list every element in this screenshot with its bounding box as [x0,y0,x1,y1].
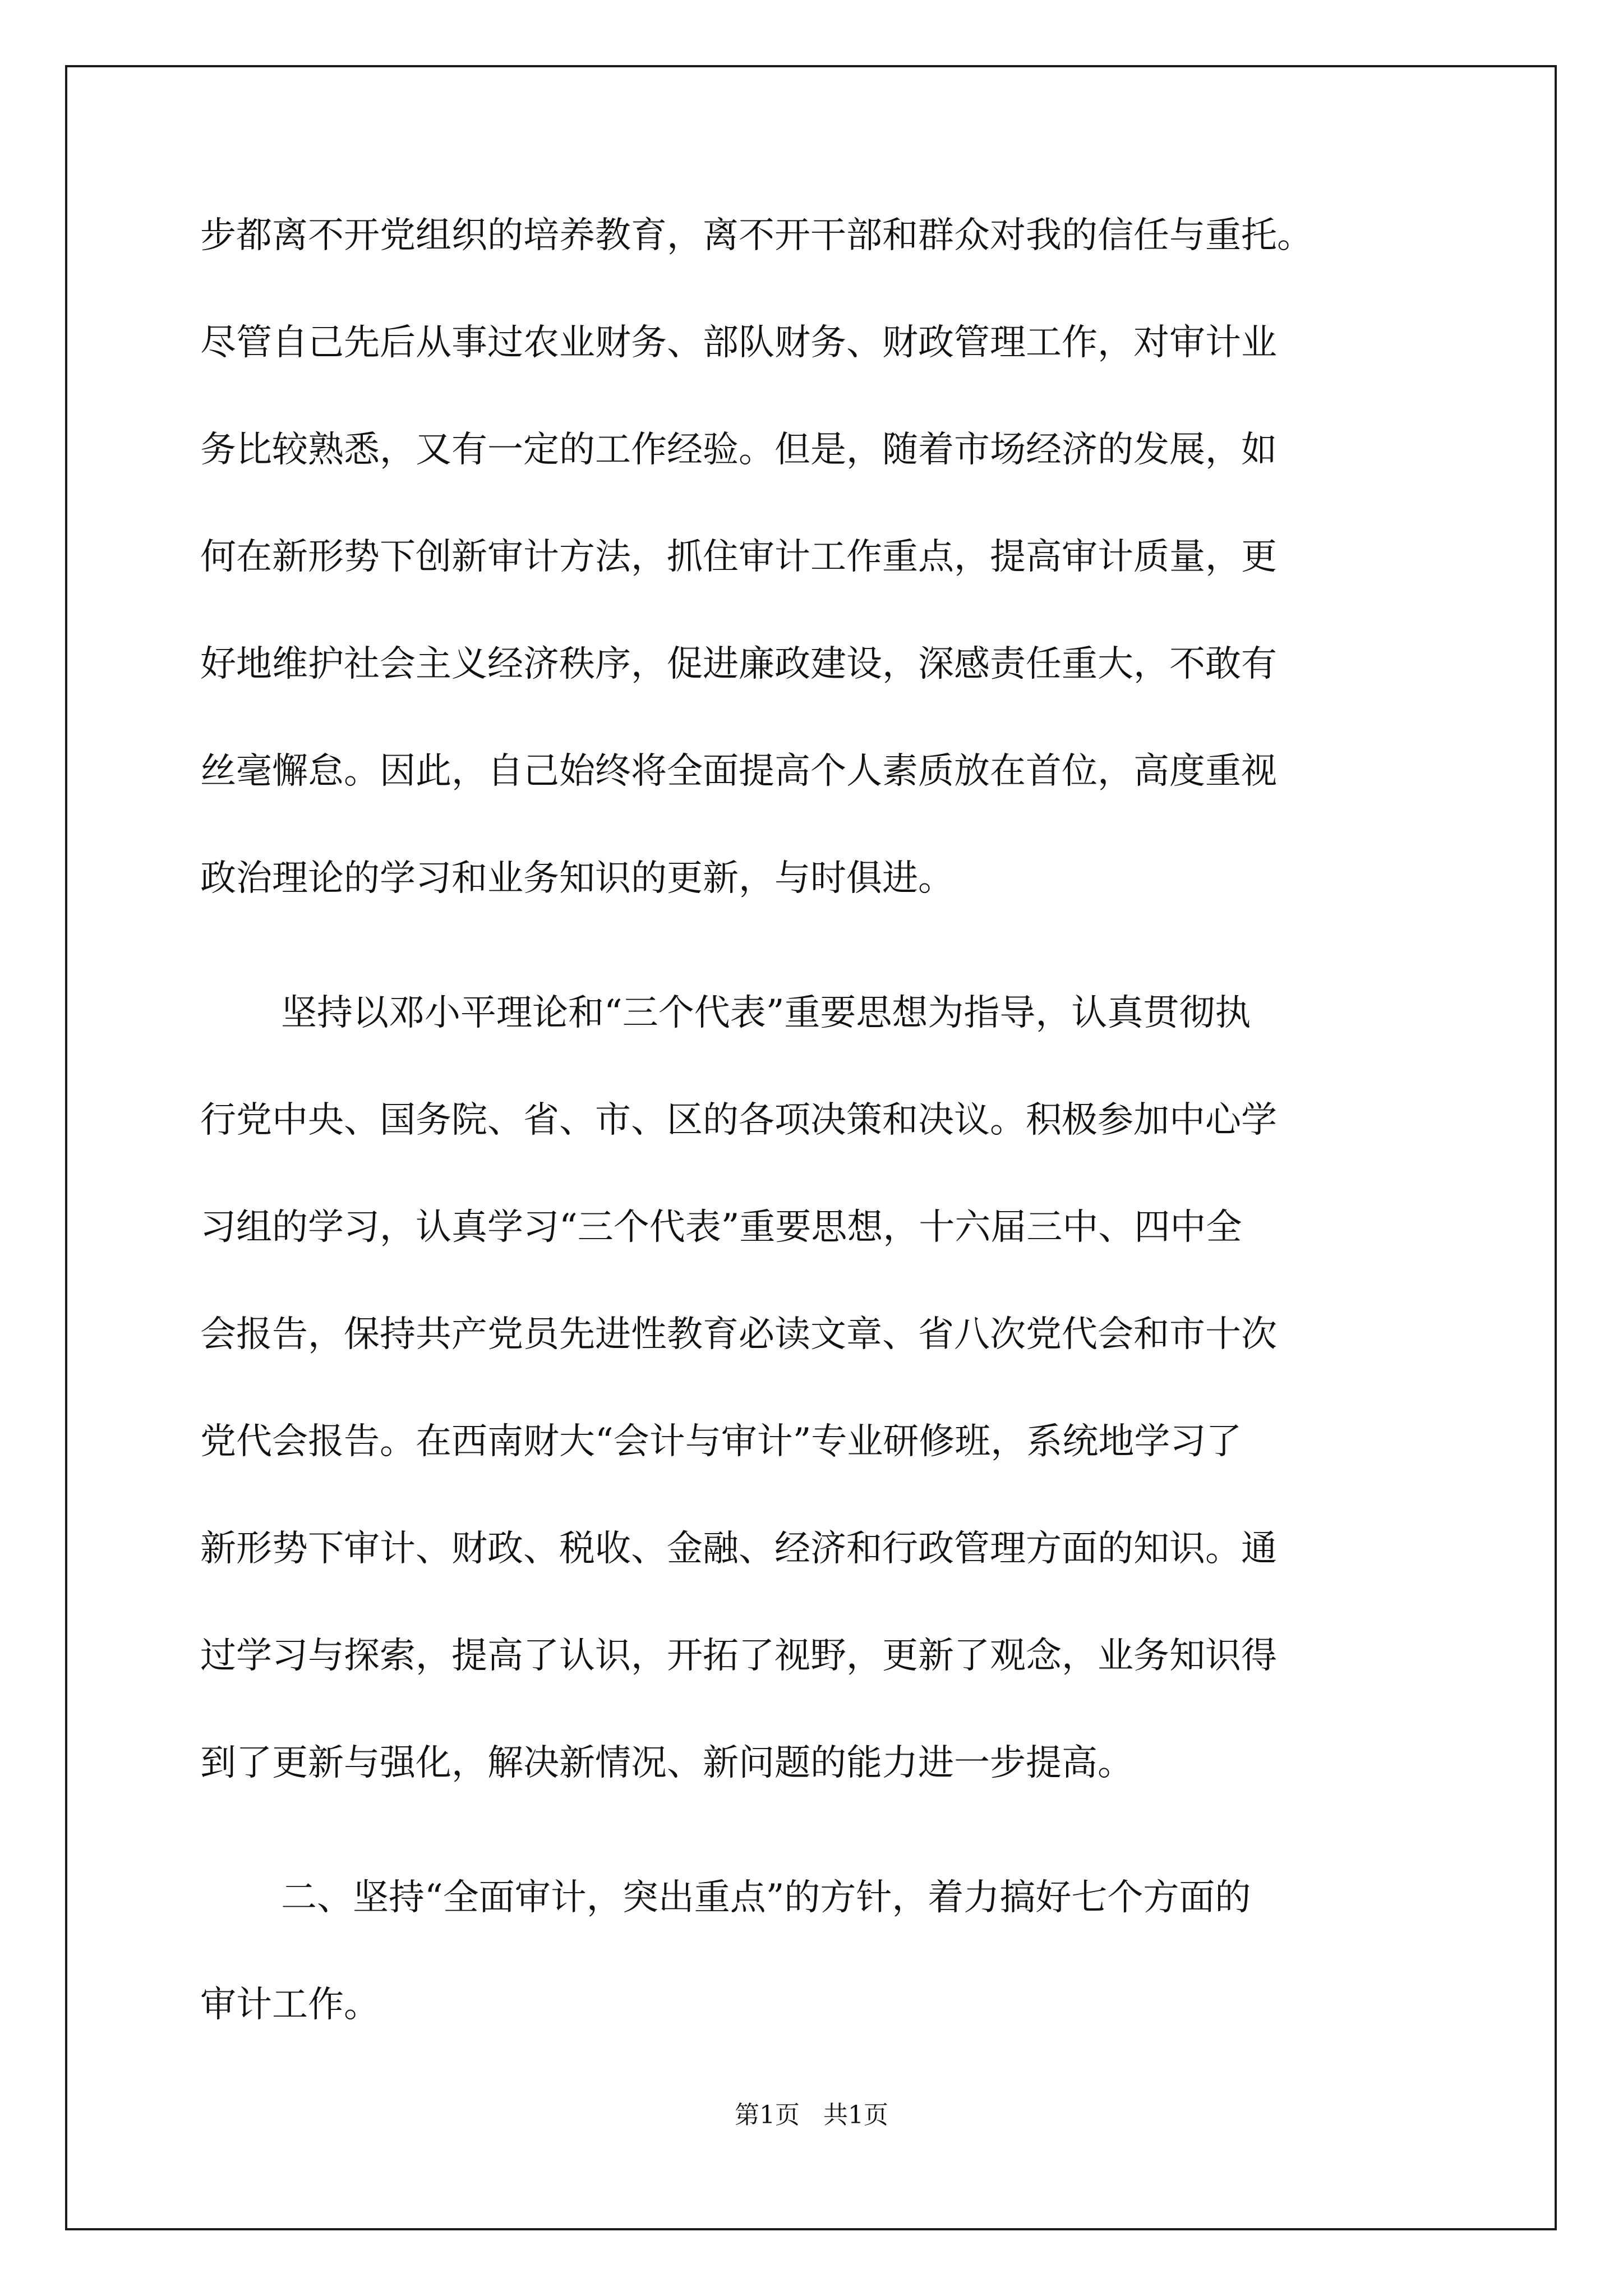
text-line-16: 二、坚持“全面审计，突出重点”的方针，着力搞好七个方面的 [281,1877,1251,1918]
page-footer: 第1页 共1页 [735,2101,888,2129]
text-line-14: 过学习与探索，提高了认识，开拓了视野，更新了观念，业务知识得 [200,1635,1277,1677]
text-line-11: 会报告，保持共产党员先进性教育必读文章、省八次党代会和市十次 [200,1314,1277,1355]
text-line-6: 丝毫懈怠。因此，自己始终将全面提高个人素质放在首位，高度重视 [200,751,1277,792]
text-line-10: 习组的学习，认真学习“三个代表”重要思想，十六届三中、四中全 [200,1207,1242,1248]
text-line-13: 新形势下审计、财政、税收、金融、经济和行政管理方面的知识。通 [200,1528,1277,1570]
text-line-17: 审计工作。 [200,1984,380,2026]
text-line-3: 务比较熟悉，又有一定的工作经验。但是，随着市场经济的发展，如 [200,429,1277,471]
text-line-8: 坚持以邓小平理论和“三个代表”重要思想为指导，认真贯彻执 [281,992,1251,1034]
text-line-4: 何在新形势下创新审计方法，抓住审计工作重点，提高审计质量，更 [200,536,1277,578]
text-line-2: 尽管自己先后从事过农业财务、部队财务、财政管理工作，对审计业 [200,322,1277,364]
text-line-12: 党代会报告。在西南财大“会计与审计”专业研修班，系统地学习了 [200,1421,1242,1462]
text-line-1: 步都离不开党组织的培养教育，离不开干部和群众对我的信任与重托。 [200,215,1313,256]
text-line-7: 政治理论的学习和业务知识的更新，与时俱进。 [200,858,954,899]
text-line-5: 好地维护社会主义经济秩序，促进廉政建设，深感责任重大，不敢有 [200,643,1277,685]
text-line-15: 到了更新与强化，解决新情况、新问题的能力进一步提高。 [200,1742,1133,1784]
text-line-9: 行党中央、国务院、省、市、区的各项决策和决议。积极参加中心学 [200,1099,1277,1141]
document-body [200,213,1451,2090]
